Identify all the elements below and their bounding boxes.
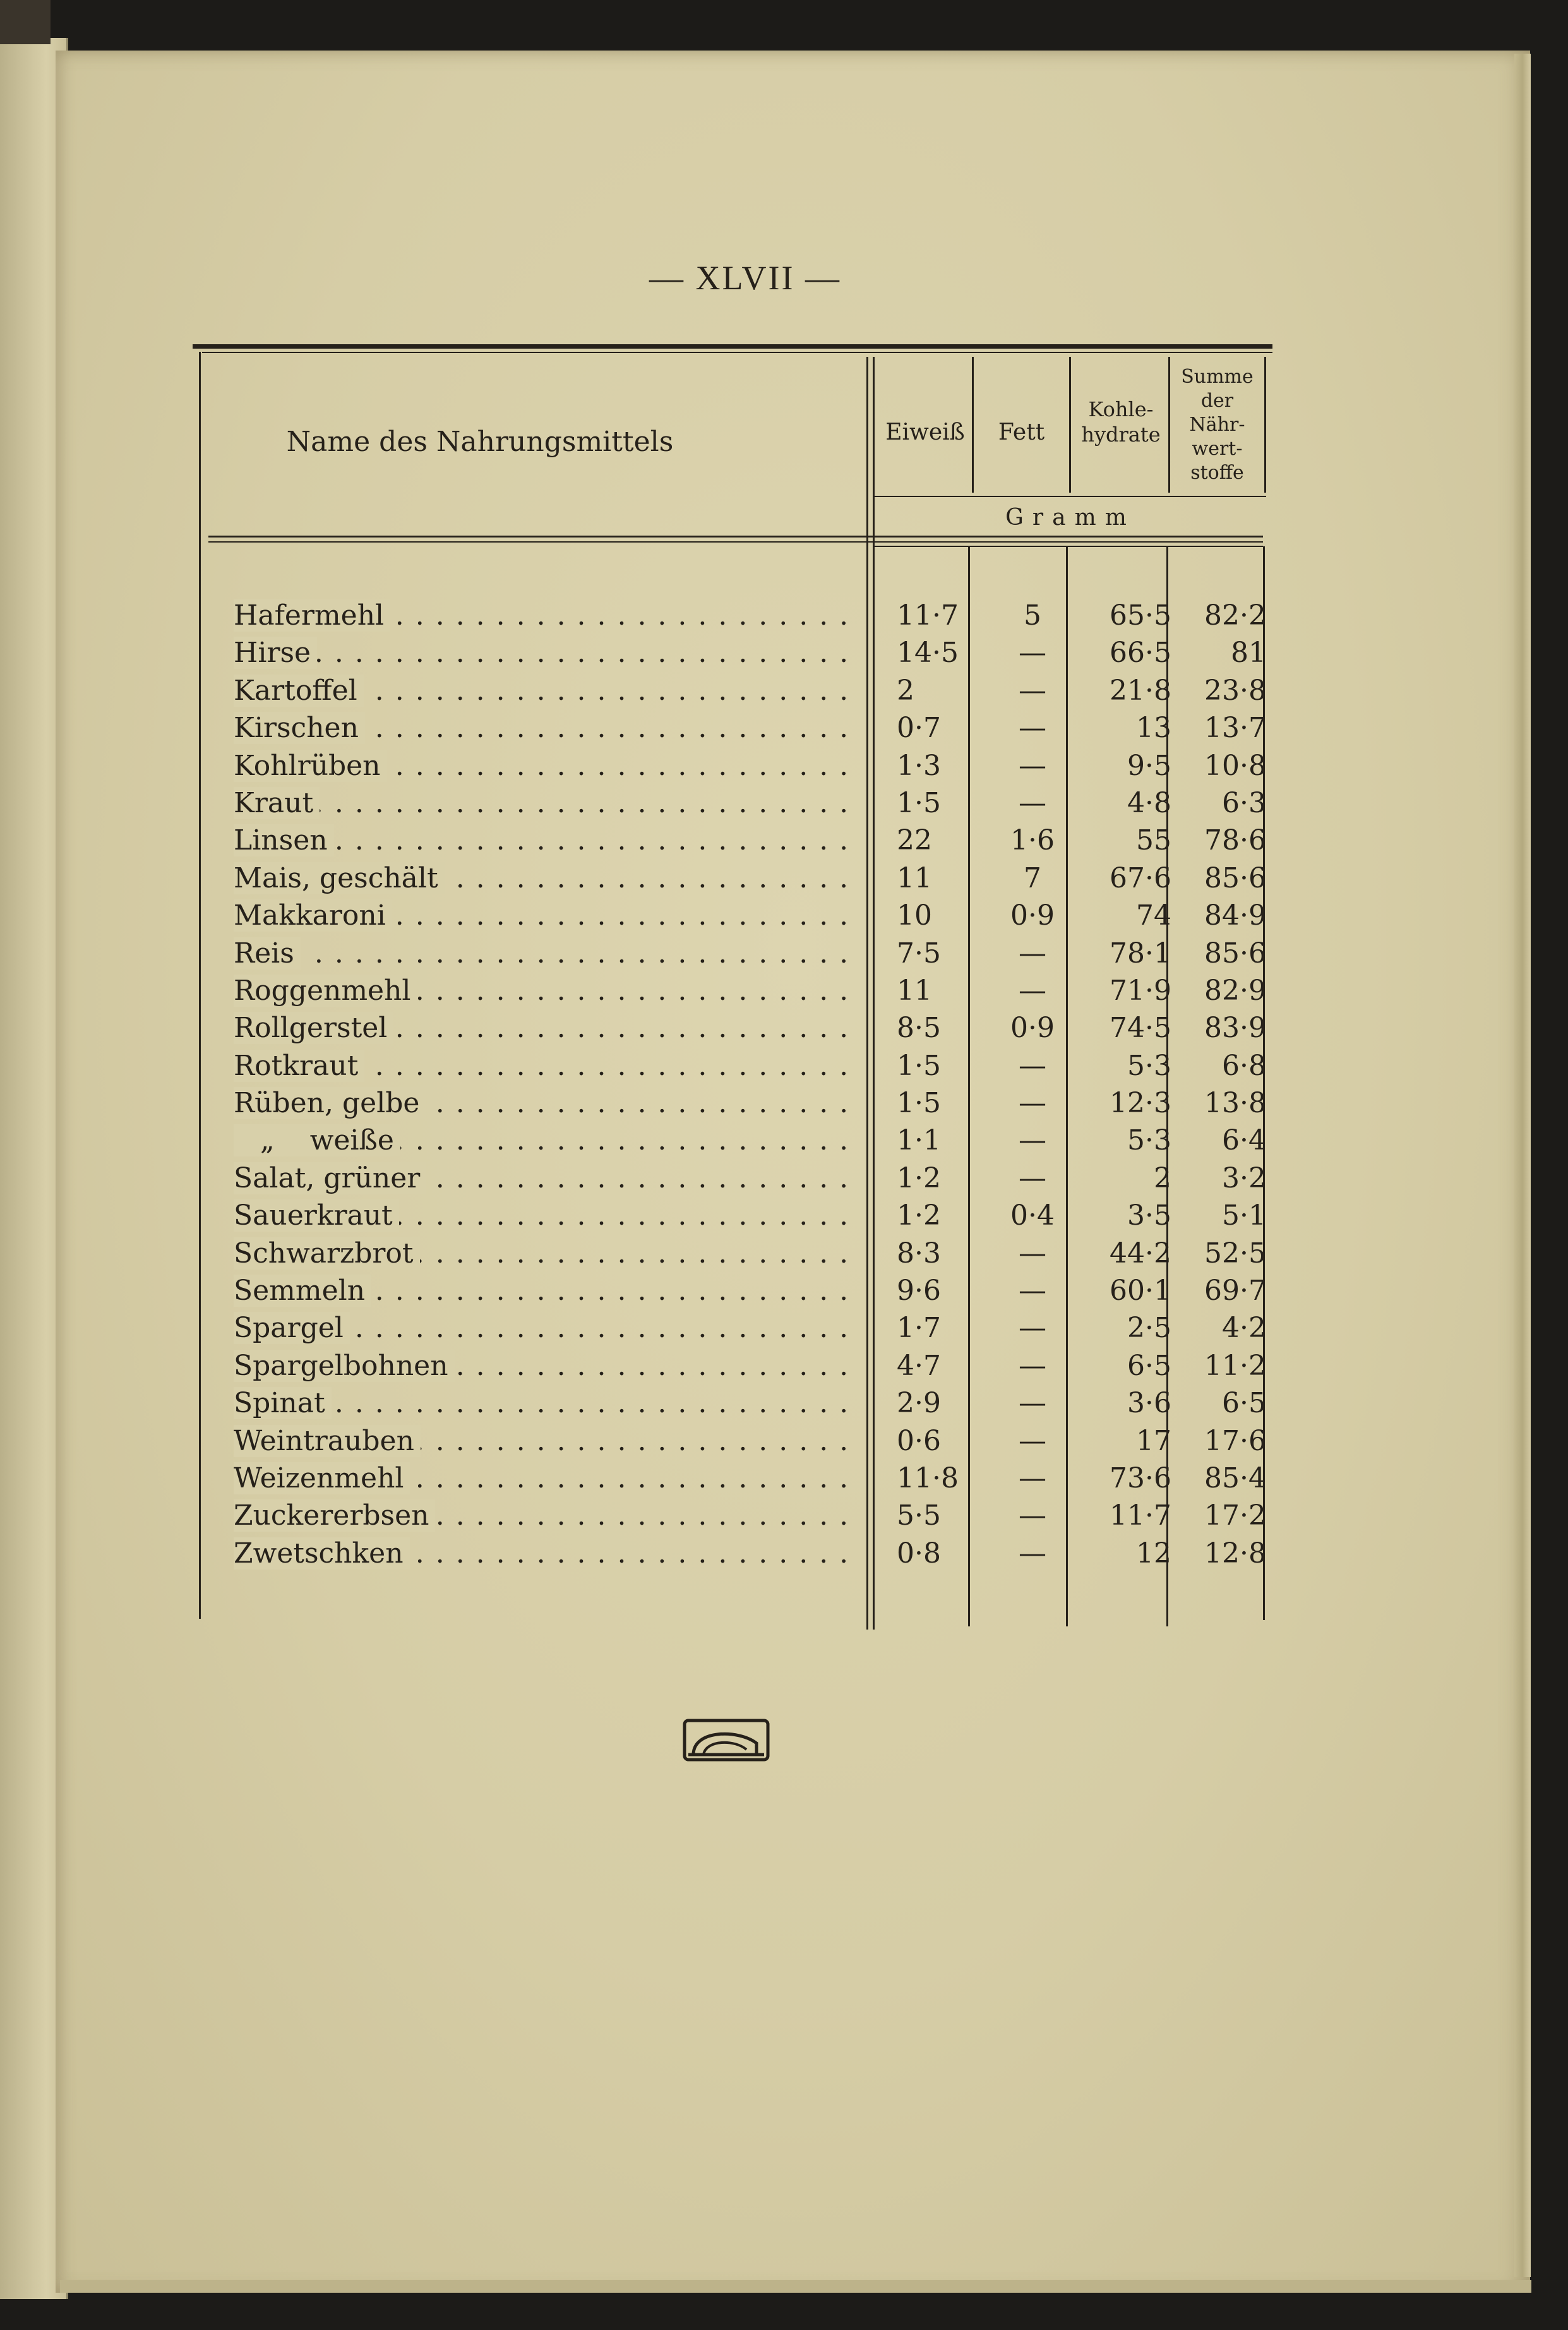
fett-value: — [1019,637,1046,670]
table-row [234,672,1269,709]
kohlehydrate-value: 74·5 [1110,1012,1171,1045]
fett-value: — [1019,1312,1046,1345]
food-name-text: Spargelbohnen [234,1350,455,1382]
kohlehydrate-value: 12·3 [1110,1087,1171,1120]
table-top-rule-thin [202,352,1272,353]
summe-value: 12·8 [1204,1537,1266,1570]
food-name-text: Linsen [234,824,334,856]
kohlehydrate-value: 21·8 [1110,674,1171,707]
table-row [234,1497,1269,1534]
kohlehydrate-value: 2·5 [1127,1312,1171,1345]
fett-value: 7 [1024,862,1041,894]
food-name [234,634,859,671]
summe-value: 6·5 [1222,1387,1266,1420]
kohlehydrate-value: 55 [1136,824,1171,857]
eiweiss-value: 0·6 [897,1424,941,1457]
eiweiss-value: 11 [897,974,932,1007]
table-row [234,1047,1269,1084]
food-name-text: Weizenmehl [234,1462,410,1494]
table-row [234,822,1269,859]
eiweiss-value: 8·5 [897,1012,941,1045]
fett-value: — [1019,674,1046,707]
header-divider-kohle-summe [1168,357,1170,493]
food-name-text: Hirse [234,637,317,669]
summe-value: 81 [1231,637,1266,670]
summe-value: 84·9 [1204,899,1266,932]
table-row [234,1422,1269,1460]
table-left-rule [199,352,201,1619]
fett-value: — [1019,1275,1046,1307]
eiweiss-value: 7·5 [897,937,941,970]
table-row [234,897,1269,934]
eiweiss-value: 11 [897,862,932,894]
eiweiss-value: 11·7 [897,599,959,632]
eiweiss-value: 2·9 [897,1387,941,1420]
kohlehydrate-value: 13 [1136,712,1171,745]
eiweiss-value: 1·5 [897,786,941,819]
eiweiss-value: 0·8 [897,1537,941,1570]
table-row [234,597,1269,634]
table-row [234,1460,1269,1497]
food-name [234,897,859,934]
summe-value: 13·8 [1204,1087,1266,1120]
table-row [234,860,1269,897]
summe-value: 17·6 [1204,1424,1266,1457]
kohlehydrate-value: 73·6 [1110,1462,1171,1494]
food-name [234,1535,859,1572]
fett-value: — [1019,1049,1046,1082]
food-name [234,860,859,897]
summe-value: 85·6 [1204,937,1266,970]
table-row [234,1122,1269,1159]
fett-value: 0·9 [1010,1012,1055,1045]
food-name-text: Schwarzbrot [234,1237,420,1270]
fett-value: — [1019,1537,1046,1570]
kohlehydrate-value: 9·5 [1127,749,1171,782]
food-name-text: Zwetschken [234,1537,410,1570]
eiweiss-value: 4·7 [897,1349,941,1382]
food-name-text: Hafermehl [234,599,390,632]
kohlehydrate-value: 67·6 [1110,862,1171,894]
eiweiss-value: 9·6 [897,1275,941,1307]
eiweiss-value: 0·7 [897,712,941,745]
summe-value: 52·5 [1204,1237,1266,1270]
column-header-kohlehydrate: Kohle- hydrate [1081,397,1161,447]
food-name-text: Sauerkraut [234,1199,399,1232]
kohlehydrate-value: 66·5 [1110,637,1171,670]
summe-value: 10·8 [1204,749,1266,782]
food-name [234,1047,859,1084]
table-row [234,1197,1269,1234]
kohlehydrate-value: 44·2 [1110,1237,1171,1270]
fett-value: — [1019,1087,1046,1120]
table-row [234,709,1269,747]
unit-row-top-rule [875,496,1266,497]
food-name-text: Kirschen [234,712,365,744]
kohlehydrate-value: 11·7 [1110,1499,1171,1532]
kohlehydrate-value: 65·5 [1110,599,1171,632]
food-name [234,1309,859,1347]
eiweiss-value: 1·5 [897,1087,941,1120]
summe-value: 11·2 [1204,1349,1266,1382]
fett-value: — [1019,1424,1046,1457]
fett-value: — [1019,712,1046,745]
eiweiss-value: 22 [897,824,932,857]
food-name-text: Rollgerstel [234,1012,393,1044]
column-header-summe: Summe der Nähr- wert- stoffe [1181,366,1254,484]
food-name-text: Makkaroni [234,899,392,932]
table-row [234,972,1269,1009]
kohlehydrate-value: 17 [1136,1424,1171,1457]
summe-value: 6·4 [1222,1124,1266,1157]
eiweiss-value: 11·8 [897,1462,959,1494]
food-name-text: Kraut [234,787,320,819]
table-row [234,747,1269,784]
table-top-rule-thick [193,344,1272,349]
spine-corner [0,0,51,44]
food-name-text: Spinat [234,1387,332,1419]
table-row [234,1160,1269,1197]
food-name [234,1235,859,1272]
summe-value: 6·8 [1222,1049,1266,1082]
eiweiss-value: 2 [897,674,914,707]
food-name [234,1009,859,1047]
summe-value: 3·2 [1222,1162,1266,1194]
unit-label-gramm: Gramm [1005,505,1135,531]
fett-value: — [1019,1162,1046,1194]
fett-value: — [1019,749,1046,782]
summe-value: 6·3 [1222,786,1266,819]
kohlehydrate-value: 78·1 [1110,937,1171,970]
food-name [234,1497,859,1534]
food-name [234,1160,859,1197]
food-name-text: Reis [234,937,301,970]
table-row [234,784,1269,822]
page-number-header: — XLVII — [649,259,841,297]
fett-value: — [1019,937,1046,970]
table-row [234,1084,1269,1122]
food-name [234,709,859,747]
fett-value: — [1019,1387,1046,1420]
kohlehydrate-value: 12 [1136,1537,1171,1570]
fett-value: — [1019,974,1046,1007]
eiweiss-value: 1·1 [897,1124,941,1157]
summe-value: 78·6 [1204,824,1266,857]
fett-value: 1·6 [1010,824,1055,857]
summe-value: 82·9 [1204,974,1266,1007]
food-name [234,747,859,784]
kohlehydrate-value: 6·5 [1127,1349,1171,1382]
food-name-text: Rotkraut [234,1050,364,1082]
food-name-text: Roggenmehl [234,975,417,1007]
column-header-name: Name des Nahrungsmittels [286,426,674,458]
column-header-fett: Fett [998,419,1045,445]
fett-value: — [1019,1349,1046,1382]
kohlehydrate-value: 3·5 [1127,1199,1171,1232]
kohlehydrate-value: 74 [1136,899,1171,932]
header-divider-fett-kohle [1069,357,1071,493]
fett-value: — [1019,1462,1046,1494]
table-row [234,1272,1269,1309]
summe-value: 13·7 [1204,712,1266,745]
table-row [234,1309,1269,1347]
food-name-text: „ weiße [234,1124,400,1156]
food-name [234,1084,859,1122]
food-name [234,1197,859,1234]
fett-value: — [1019,786,1046,819]
fett-value: — [1019,1499,1046,1532]
food-name-text: Zuckererbsen [234,1499,435,1532]
end-ornament-icon [682,1718,770,1762]
food-name [234,1422,859,1460]
summe-value: 23·8 [1204,674,1266,707]
fett-value: 0·9 [1010,899,1055,932]
eiweiss-value: 1·7 [897,1312,941,1345]
food-name [234,972,859,1009]
kohlehydrate-value: 5·3 [1127,1049,1171,1082]
food-name [234,784,859,822]
header-right-rule [1264,357,1266,493]
eiweiss-value: 5·5 [897,1499,941,1532]
summe-value: 69·7 [1204,1275,1266,1307]
table-row [234,1535,1269,1572]
food-name [234,822,859,859]
food-name-text: Rüben, gelbe [234,1087,426,1119]
food-name-text: Kartoffel [234,675,364,707]
food-name-text: Mais, geschält [234,862,445,894]
food-table-body [234,597,1269,1572]
eiweiss-value: 1·3 [897,749,941,782]
summe-value: 4·2 [1222,1312,1266,1345]
food-name [234,935,859,972]
kohlehydrate-value: 5·3 [1127,1124,1171,1157]
table-row [234,1009,1269,1047]
summe-value: 85·4 [1204,1462,1266,1494]
food-name [234,1122,859,1159]
fett-value: 0·4 [1010,1199,1055,1232]
kohlehydrate-value: 71·9 [1110,974,1171,1007]
food-name-text: Spargel [234,1312,350,1344]
eiweiss-value: 14·5 [897,637,959,670]
summe-value: 5·1 [1222,1199,1266,1232]
kohlehydrate-value: 60·1 [1110,1275,1171,1307]
table-row [234,1235,1269,1272]
food-name [234,597,859,634]
table-row [234,1347,1269,1384]
fett-value: — [1019,1124,1046,1157]
food-name [234,1272,859,1309]
eiweiss-value: 8·3 [897,1237,941,1270]
eiweiss-value: 1·2 [897,1199,941,1232]
right-page-edge [1514,54,1531,2277]
summe-value: 83·9 [1204,1012,1266,1045]
eiweiss-value: 1·5 [897,1049,941,1082]
food-name [234,672,859,709]
kohlehydrate-value: 3·6 [1127,1387,1171,1420]
fett-value: — [1019,1237,1046,1270]
food-name-text: Semmeln [234,1275,371,1307]
food-name [234,1347,859,1384]
food-name [234,1460,859,1497]
table-row [234,1384,1269,1422]
column-header-eiweiss: Eiweiß [885,419,965,445]
summe-value: 85·6 [1204,862,1266,894]
header-bottom-rule-c [875,546,1263,547]
kohlehydrate-value: 4·8 [1127,786,1171,819]
food-name [234,1384,859,1422]
summe-value: 17·2 [1204,1499,1266,1532]
food-name-text: Kohlrüben [234,750,387,782]
food-name-text: Salat, grüner [234,1162,426,1194]
eiweiss-value: 10 [897,899,932,932]
header-bottom-rule-b [208,541,1263,543]
eiweiss-value: 1·2 [897,1162,941,1194]
table-row [234,935,1269,972]
bottom-page-edge [60,2280,1531,2293]
table-row [234,634,1269,671]
summe-value: 82·2 [1204,599,1266,632]
fett-value: 5 [1024,599,1041,632]
food-name-text: Weintrauben [234,1425,421,1457]
kohlehydrate-value: 2 [1154,1162,1171,1194]
